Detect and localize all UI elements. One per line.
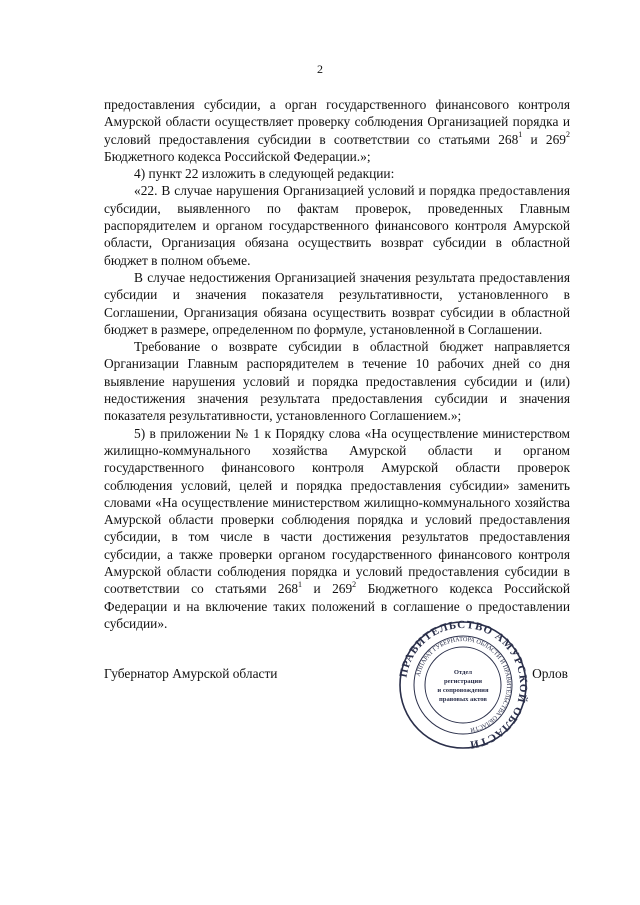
- signatory-title: Губернатор Амурской области: [104, 666, 278, 681]
- paragraph-text: предоставления субсидии, а орган государственного финансового контроля Амурской области осуществляет проверку соблюдения Организацией порядка и условий предоставления субсидии в соответствии со статьями 268: [104, 97, 570, 147]
- seal-center-line-1: Отдел: [453, 669, 473, 676]
- paragraph: [104, 269, 570, 338]
- paragraph-text: Бюджетного кодекса Российской Федерации и на включение таких положений в соглашение о предоставлении субсидии».: [104, 581, 571, 631]
- paragraph: [104, 182, 570, 268]
- paragraph-text: и 269: [522, 131, 566, 147]
- paragraph-text: В случае недостижения Организацией значения результата предоставления субсидии и значения показателя результативности, установленного в Соглашении, Организация обязана осуществить возврат субсидии в областной бюджет в размере, определенном по формуле, установленной в Соглашении.: [104, 269, 570, 337]
- seal-center-line-3: и сопровождения: [437, 687, 489, 694]
- superscript: 1: [518, 130, 523, 140]
- official-seal: [398, 620, 528, 750]
- superscript: 1: [298, 579, 303, 589]
- document-body: [104, 96, 570, 632]
- paragraph: [104, 165, 570, 182]
- superscript: 2: [566, 130, 570, 140]
- seal-center-line-2: регистрации: [444, 678, 482, 685]
- paragraph: [104, 96, 570, 165]
- seal-outer-text: ПРАВИТЕЛЬСТВО АМУРСКОЙ ОБЛАСТИ: [398, 620, 528, 750]
- seal-center-line-4: правовых актов: [438, 696, 488, 703]
- page-number: 2: [317, 62, 323, 76]
- paragraph-text: Бюджетного кодекса Российской Федерации.»;: [104, 148, 371, 164]
- paragraph-text: 5) в приложении № 1 к Порядку слова «На осуществление министерством жилищно-коммунального хозяйства Амурской области и органом государственного финансового контроля Амурской области проверок соблюдения условий, целей и порядка предоставления субсидии» заменить словами «На осуществление министерством жилищно-коммунального хозяйства Амурской области проверки соблюдения порядка и условий предоставления субсидии, в том числе в части достижения результатов предоставления субсидии, а также проверки органом государственного финансового контроля Амурской области соблюдения порядка и условий предоставления субсидии в соответствии со статьями 268: [104, 425, 570, 597]
- paragraph: [104, 338, 570, 424]
- paragraph-text: «22. В случае нарушения Организацией условий и порядка предоставления субсидии, выявленного по фактам проверок, проведенных Главным распорядителем и органом государственного финансового контроля Амурской области, Организация обязана осуществить возврат субсидии в областной бюджет в полном объеме.: [104, 183, 570, 268]
- seal-inner-text: АППАРАТ ГУБЕРНАТОРА ОБЛАСТИ И ПРАВИТЕЛЬСТВА ОБЛАСТИ: [414, 635, 513, 734]
- superscript: 2: [352, 579, 357, 589]
- paragraph: [104, 425, 570, 633]
- signatory-name: Орлов: [532, 666, 568, 681]
- paragraph-text: и 269: [302, 581, 353, 597]
- paragraph-text: Требование о возврате субсидии в областной бюджет направляется Организации Главным распорядителем в течение 10 рабочих дней со дня выявление нарушения условий и порядка предоставления субсидии и (или) недостижения значения результата предоставления субсидии и значения показателя результативности, установленного Соглашением.»;: [104, 339, 570, 424]
- seal-graphic: [398, 620, 528, 750]
- paragraph-text: 4) пункт 22 изложить в следующей редакции:: [134, 166, 395, 182]
